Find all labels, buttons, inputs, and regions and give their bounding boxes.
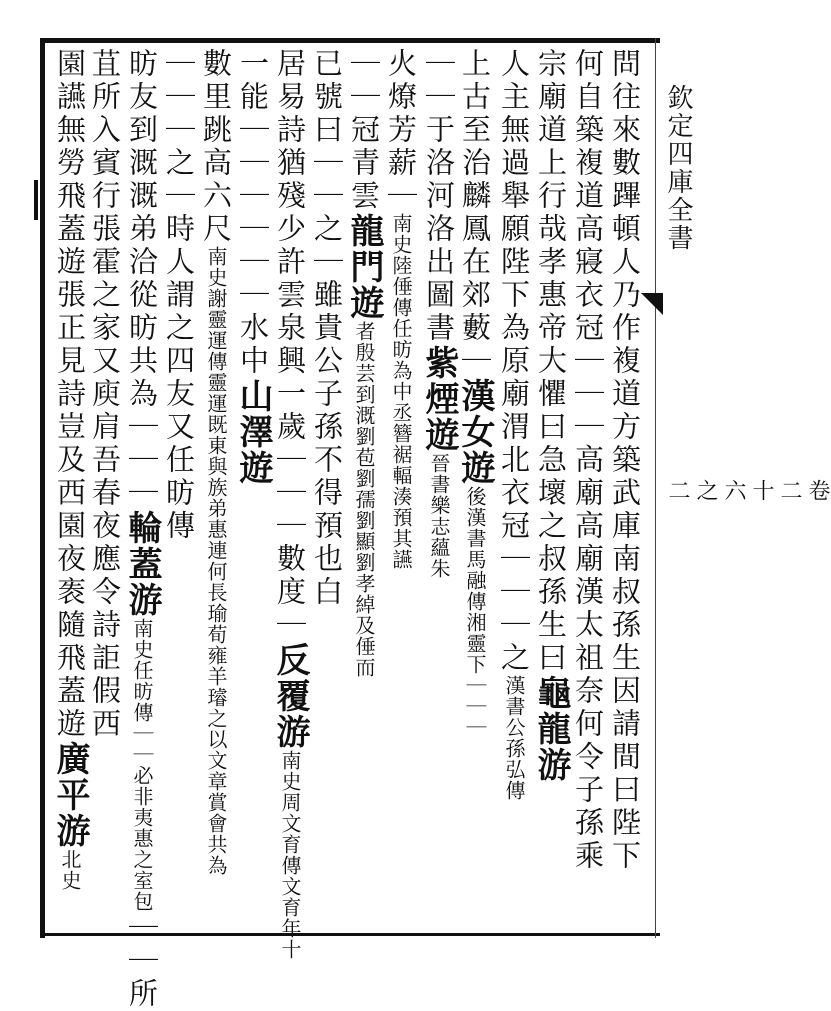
entry-source: 北史 xyxy=(58,849,82,891)
page-border-left xyxy=(40,38,45,938)
entry-source: 者殷芸到溉劉苞劉孺劉顯劉孝綽及倕而 xyxy=(352,321,376,678)
text-column: 苴所入賓行張霍之家又庾肩吾春夜應令詩詎假西 xyxy=(88,48,122,741)
entry-heading: 反覆游 xyxy=(270,642,310,750)
margin-tick xyxy=(34,180,38,220)
text-segment: 數里跳高六尺 xyxy=(199,48,233,246)
entry-heading: 漢女遊 xyxy=(455,378,495,486)
running-header xyxy=(663,84,830,502)
entry-heading: 龜龍游 xyxy=(531,675,571,783)
entry-source: 晉書樂志蘊朱 xyxy=(427,453,451,579)
text-segment: ｜｜于洛河洛出圖書 xyxy=(422,48,456,345)
entry-source: 後漢書馬融傳湘靈下｜｜｜ xyxy=(463,486,487,738)
text-segment: 昉友到溉溉弟洽從昉共為｜｜｜ xyxy=(125,48,159,510)
page-border-top xyxy=(40,38,660,43)
entry-heading: 龍門遊 xyxy=(344,213,384,321)
entry-source: 漢書公孫弘傳 xyxy=(502,675,526,801)
entry-source: 南史任昉傳｜｜必非夷惠之室包 xyxy=(130,618,154,912)
entry-heading: 輪蓋游 xyxy=(122,510,162,618)
text-segment: 火燎芳薪｜ xyxy=(384,48,418,213)
entry-source: 南史陸倕傳任昉為中丞簪裾輻湊預其讌 xyxy=(389,213,413,570)
text-segment: 宗廟道上行哉孝惠帝大懼曰急壞之叔孫生曰 xyxy=(534,48,568,675)
entry-heading: 山澤遊 xyxy=(233,378,273,486)
entry-heading: 紫煙遊 xyxy=(419,345,459,453)
text-column: ｜｜｜之｜時人謂之四友又任昉傳 xyxy=(162,48,196,543)
text-segment: ｜｜冠青雲 xyxy=(347,48,381,213)
text-segment: 居易詩猶殘少許雲泉興一歲｜｜｜數度｜ xyxy=(273,48,307,642)
text-segment: ｜｜所 xyxy=(125,912,159,1011)
entry-source: 南史周文育傳文育年十 xyxy=(278,750,302,960)
text-segment: 上古至治麟鳳在郊藪｜ xyxy=(458,48,492,378)
text-column: 何自築複道高寢衣冠｜｜｜高廟高廟漢太祖奈何令子孫乘 xyxy=(571,48,605,873)
entry-source: 南史謝靈運傳靈運既東與族弟惠連何長瑜荀雍羊璿之以文章賞會共為 xyxy=(204,246,228,876)
text-segment: 一能｜｜｜｜｜｜水中 xyxy=(236,48,270,378)
text-segment: 人主無過舉願陛下為原廟渭北衣冠｜｜｜之 xyxy=(497,48,531,675)
text-column: 已號曰｜｜之｜雖貴公子孫不得預也白 xyxy=(310,48,344,609)
page-gutter xyxy=(655,38,662,938)
volume-label: 卷二十六之二 xyxy=(665,479,830,502)
text-column: 問往來數蹕頓人乃作複道方築武庫南叔孫生因請間曰陛下 xyxy=(608,48,642,873)
text-column xyxy=(47,48,93,928)
book-title: 欽定四庫全書 xyxy=(663,84,693,252)
text-segment: 園讌無勞飛蓋遊張正見詩豈及西園夜袠隨飛蓋遊 xyxy=(53,48,87,741)
entry-heading: 廣平游 xyxy=(50,741,90,849)
